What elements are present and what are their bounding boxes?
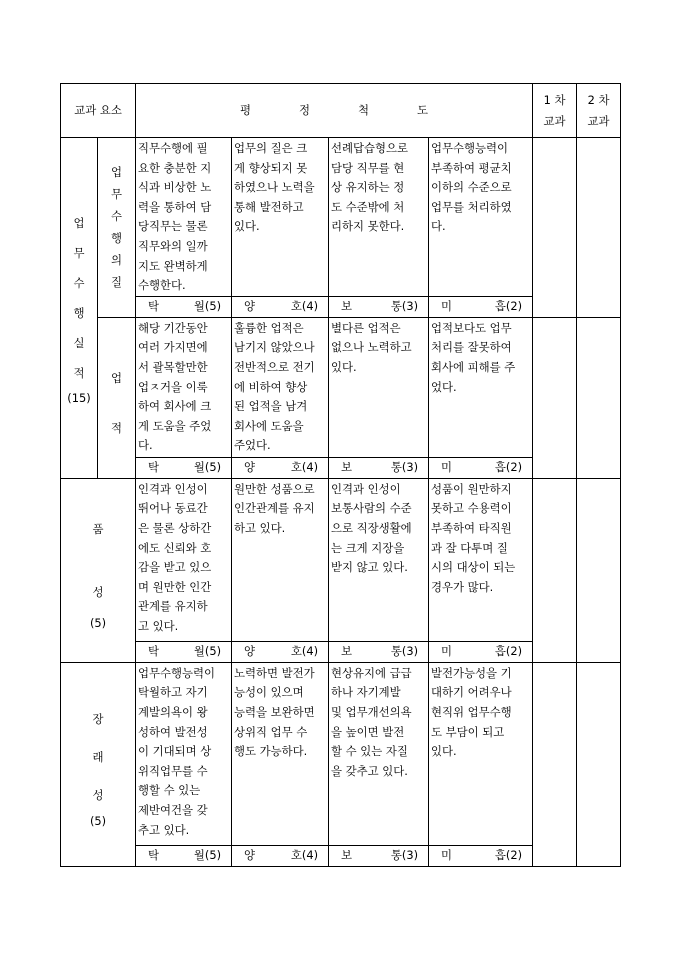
performance-category: 업 무 수 행 실 적 (15) — [61, 138, 98, 479]
desc-average: 선례답습형으로 담당 직무를 현 상 유지하는 정 도 수준밖에 처 리하지 못한다. — [329, 138, 429, 297]
achievement-category: 업 적 — [98, 317, 136, 478]
grade-average: 보 통(3) — [329, 296, 429, 317]
desc-good: 노력하면 발전가 능성이 있으며 능력을 보완하면 상위직 업무 수 행도 가능하다. — [232, 662, 329, 845]
desc-average: 현상유지에 급급 하나 자기계발 및 업무개선의욕 을 높이면 발전 할 수 있는 자질 을 갖추고 있다. — [329, 662, 429, 845]
desc-poor: 성품이 원만하지 못하고 수용력이 부족하여 타직원 과 잘 다투며 질 시의 대상이 되는 경우가 많다. — [429, 478, 533, 641]
desc-average: 인격과 인성이 보통사람의 수준 으로 직장생활에 는 크게 지장을 받지 않고 있다. — [329, 478, 429, 641]
first-eval-cell[interactable] — [533, 478, 577, 662]
criteria-char: 정 — [299, 102, 335, 117]
potential-category: 장 래 성 (5) — [61, 662, 136, 866]
second-eval-cell[interactable] — [577, 662, 621, 866]
grade-good: 양 호(4) — [232, 845, 329, 866]
desc-poor: 발전가능성을 기 대하기 어려우나 현직위 업무수행 도 부담이 되고 있다. — [429, 662, 533, 845]
desc-good: 원만한 성품으로 인간관계를 유지 하고 있다. — [232, 478, 329, 641]
criteria-char: 척 — [358, 102, 394, 117]
desc-poor: 업적보다도 업무 처리를 잘못하여 회사에 피해를 주 었다. — [429, 317, 533, 457]
grade-excellent: 탁 월(5) — [136, 457, 232, 478]
criteria-char: 도 — [417, 102, 453, 117]
first-eval-cell[interactable] — [533, 317, 577, 478]
grade-good: 양 호(4) — [232, 641, 329, 662]
grade-good: 양 호(4) — [232, 296, 329, 317]
second-eval-cell[interactable] — [577, 317, 621, 478]
second-eval-cell[interactable] — [577, 138, 621, 318]
character-category: 품 성 (5) — [61, 478, 136, 662]
criteria-header — [136, 84, 533, 138]
grade-good: 양 호(4) — [232, 457, 329, 478]
grade-excellent: 탁 월(5) — [136, 641, 232, 662]
second-eval-cell[interactable] — [577, 478, 621, 662]
first-eval-cell[interactable] — [533, 662, 577, 866]
desc-excellent: 해당 기간동안 여러 가지면에 서 괄목할만한 업ㅈ거을 이룩 하여 회사에 크 게 도움을 주었 다. — [136, 317, 232, 457]
desc-average: 별다른 업적은 없으나 노력하고 있다. — [329, 317, 429, 457]
grade-average: 보 통(3) — [329, 457, 429, 478]
second-eval-header: 2 차 교과 — [577, 84, 621, 138]
desc-excellent: 인격과 인성이 뛰어나 동료간 은 물론 상하간 에도 신뢰와 호 감을 받고 있으 며 원만한 인간 관계를 유지하 고 있다. — [136, 478, 232, 641]
grade-excellent: 탁 월(5) — [136, 845, 232, 866]
grade-poor: 미 흡(2) — [429, 845, 533, 866]
evaluation-table — [60, 83, 621, 867]
character-row — [61, 478, 621, 641]
grade-poor: 미 흡(2) — [429, 296, 533, 317]
grade-poor: 미 흡(2) — [429, 457, 533, 478]
grade-excellent: 탁 월(5) — [136, 296, 232, 317]
first-eval-cell[interactable] — [533, 138, 577, 318]
grade-average: 보 통(3) — [329, 845, 429, 866]
desc-good: 훌륭한 업적은 남기지 않았으나 전반적으로 전기 에 비하여 향상 된 업적을 남겨 회사에 도움을 주었다. — [232, 317, 329, 457]
grade-poor: 미 흡(2) — [429, 641, 533, 662]
work-quality-category: 업 무 수 행 의 질 — [98, 138, 136, 318]
desc-poor: 업무수행능력이 부족하여 평균치 이하의 수준으로 업무를 처리하였 다. — [429, 138, 533, 297]
criteria-char: 평 — [239, 102, 275, 117]
desc-good: 업무의 질은 크 게 향상되지 못 하였으나 노력을 통해 발전하고 있다. — [232, 138, 329, 297]
header-row — [61, 84, 621, 138]
desc-excellent: 직무수행에 필 요한 충분한 지 식과 비상한 노 력을 통하여 담 당직무는 물론 직무와의 일까 지도 완벽하게 수행한다. — [136, 138, 232, 297]
first-eval-header: 1 차 교과 — [533, 84, 577, 138]
potential-row — [61, 662, 621, 845]
quality-row — [61, 138, 621, 297]
desc-excellent: 업무수행능력이 탁월하고 자기 계발의욕이 왕 성하여 발전성 이 기대되며 상 위직업무를 수 행할 수 있는 제반여건을 갖 추고 있다. — [136, 662, 232, 845]
grade-average: 보 통(3) — [329, 641, 429, 662]
element-header: 교과 요소 — [61, 84, 136, 138]
achievement-row — [61, 317, 621, 457]
